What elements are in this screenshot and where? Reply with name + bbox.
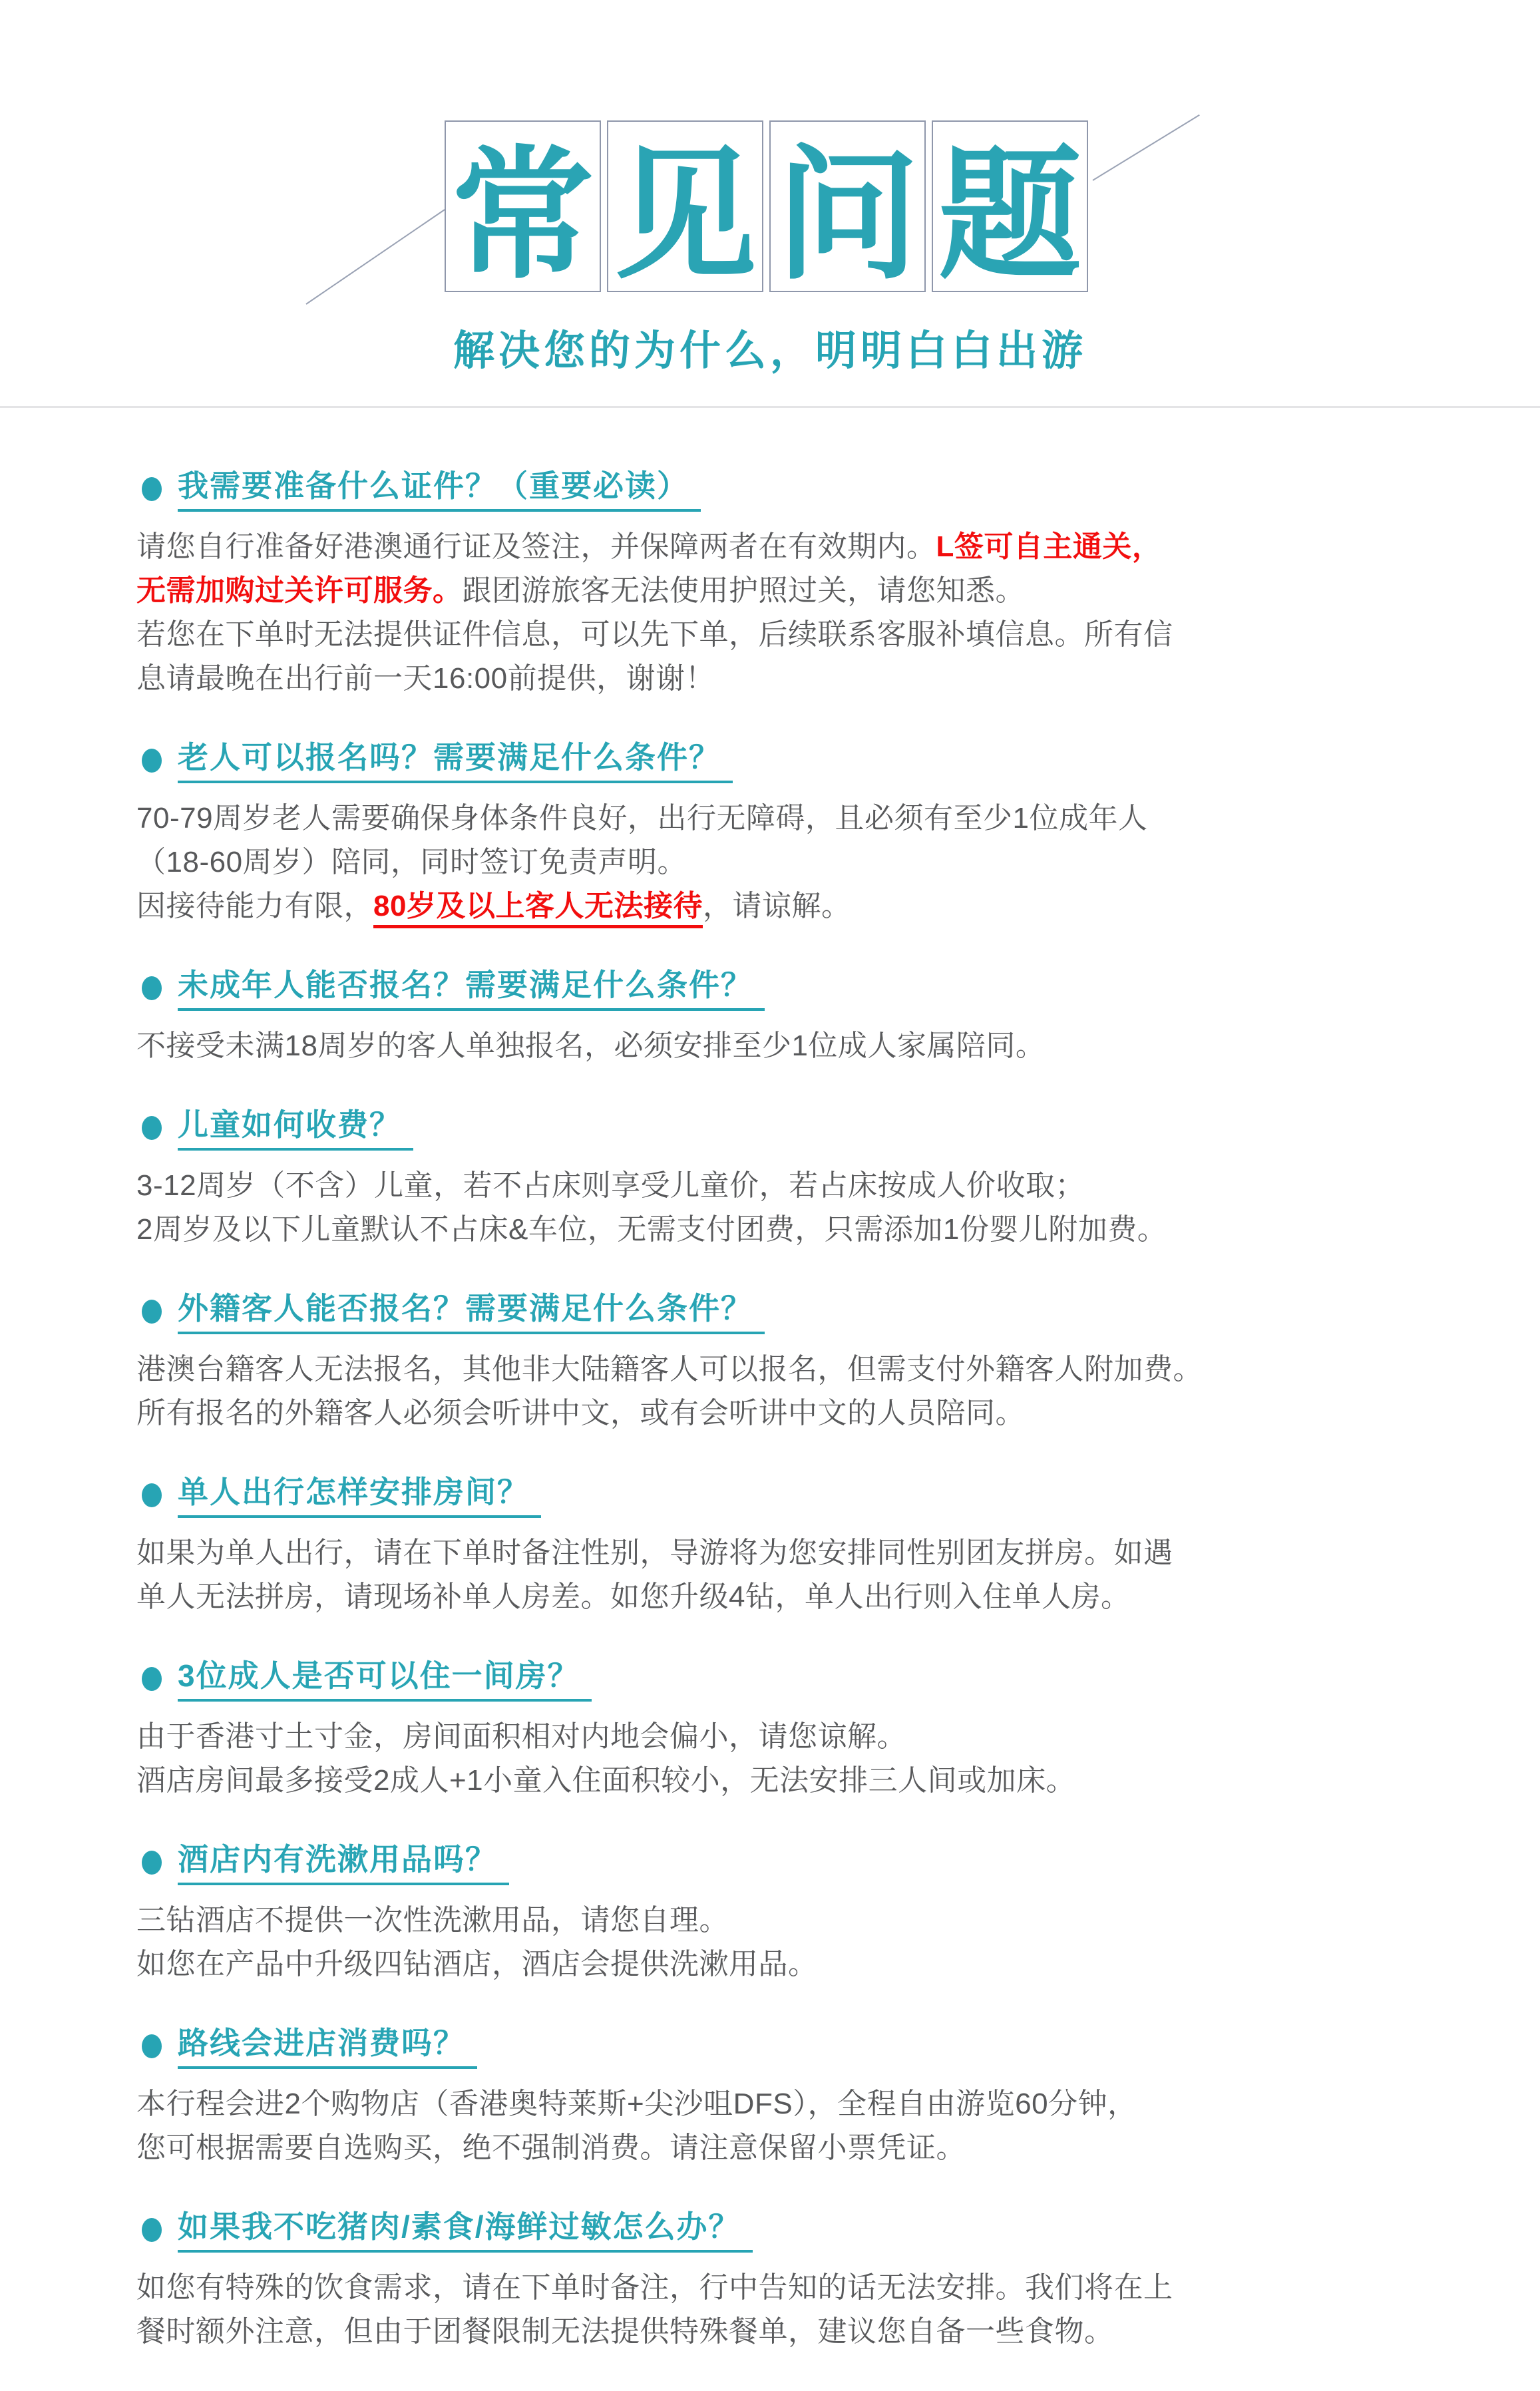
question-row [136,1840,1540,1885]
question-title [178,2024,477,2069]
answer-line [136,525,1540,569]
answer-line [136,2266,1540,2310]
question-row [136,2024,1540,2069]
answer-text: 如您在产品中升级四钻酒店，酒店会提供洗漱用品。 [136,1948,818,1980]
answer-text: 若您在下单时无法提供证件信息，可以先下单，后续联系客服补填信息。所有信 [136,618,1173,651]
answer-text: 息请最晚在出行前一天16:00前提供，谢谢！ [136,662,715,695]
question-title-text: 路线会进店消费吗？ [178,2024,477,2069]
question-title-text: 未成年人能否报名？需要满足什么条件？ [178,966,765,1011]
bullet-icon [142,477,162,501]
answer [136,1164,1540,1252]
answer-line [136,1391,1540,1435]
answer-line [136,2310,1540,2354]
answer-text: 本行程会进2个购物店（香港奥特莱斯+尖沙咀DFS），全程自由游览60分钟， [136,2088,1137,2120]
question-title [178,1105,413,1151]
faq-item [136,1289,1540,1435]
question-title-text: 如果我不吃猪肉/素食/海鲜过敏怎么办？ [178,2207,753,2253]
answer-text: 三钻酒店不提供一次性洗漱用品，请您自理。 [136,1904,729,1936]
bullet-icon [142,1851,162,1875]
question-title-text: 酒店内有洗漱用品吗？ [178,1840,509,1885]
bullet-icon [142,2034,162,2058]
answer [136,1899,1540,1986]
question-row [136,738,1540,783]
answer-text: 请您自行准备好港澳通行证及签注，并保障两者在有效期内。 [136,530,936,563]
question-row [136,466,1540,512]
question-title [178,1473,541,1518]
answer-line [136,1715,1540,1759]
hero-char-box [445,120,601,299]
answer-text: 2周岁及以下儿童默认不占床&车位，无需支付团费，只需添加1份婴儿附加费。 [136,1213,1167,1246]
answer-line [136,1348,1540,1391]
answer [136,2266,1540,2354]
answer-highlight-text: 80岁及以上客人无法接待 [373,889,703,928]
answer-line [136,569,1540,613]
answer-text: 餐时额外注意，但由于团餐限制无法提供特殊餐单，建议您自备一些食物。 [136,2315,1114,2348]
decorative-diagonal-line-right [1092,114,1199,181]
faq-item [136,2207,1540,2354]
page-header [0,0,1540,407]
question-title [178,738,733,783]
question-title [178,1289,765,1334]
answer-line [136,1531,1540,1575]
bullet-icon [142,2218,162,2242]
bullet-icon [142,1483,162,1507]
question-title-text: 3位成人是否可以住一间房？ [178,1656,592,1702]
answer [136,797,1540,928]
faq-item [136,1840,1540,1986]
answer-line [136,1208,1540,1252]
hero-char: 见 [614,130,757,299]
answer [136,1348,1540,1435]
answer-line [136,1759,1540,1803]
question-row [136,1656,1540,1702]
question-row [136,1289,1540,1334]
answer-text: 70-79周岁老人需要确保身体条件良好，出行无障碍，且必须有至少1位成年人 [136,802,1148,834]
answer-text: 跟团游旅客无法使用护照过关，请您知悉。 [462,574,1025,607]
answer-text: 如您有特殊的饮食需求，请在下单时备注，行中告知的话无法安排。我们将在上 [136,2271,1173,2304]
answer-line [136,613,1540,657]
faq-item [136,2024,1540,2170]
question-title [178,1656,592,1702]
answer [136,1024,1540,1068]
hero-title-boxes [445,120,1088,299]
answer-line [136,1899,1540,1942]
bullet-icon [142,1667,162,1691]
faq-item [136,738,1540,928]
answer-line [136,2082,1540,2126]
question-title [178,2207,753,2253]
answer [136,2082,1540,2170]
question-row [136,966,1540,1011]
question-title [178,1840,509,1885]
question-row [136,1105,1540,1151]
answer-line [136,1164,1540,1208]
answer-line [136,2126,1540,2170]
hero-char-box [769,120,926,299]
faq-list [0,408,1540,2391]
hero-char-box [932,120,1088,299]
answer-highlight-text: L签可自主通关， [936,530,1162,563]
answer-text: ，请谅解。 [702,890,851,922]
question-row [136,2207,1540,2253]
question-title-text: 外籍客人能否报名？需要满足什么条件？ [178,1289,765,1334]
question-title [178,466,701,512]
question-title-text: 单人出行怎样安排房间？ [178,1473,541,1518]
answer-line [136,840,1540,884]
hero-char: 问 [776,130,919,299]
answer-text: 单人无法拼房，请现场补单人房差。如您升级4钻，单人出行则入住单人房。 [136,1580,1131,1613]
answer-text: 因接待能力有限， [136,890,373,922]
answer-text: 由于香港寸土寸金，房间面积相对内地会偏小，请您谅解。 [136,1720,906,1753]
answer-text: 您可根据需要自选购买，绝不强制消费。请注意保留小票凭证。 [136,2131,966,2164]
answer [136,525,1540,701]
hero-subtitle: 解决您的为什么，明明白白出游 [453,326,1087,375]
bullet-icon [142,749,162,773]
bullet-icon [142,1116,162,1140]
faq-item [136,466,1540,701]
answer [136,1715,1540,1803]
question-title-text: 老人可以报名吗？需要满足什么条件？ [178,738,733,783]
answer-text: 所有报名的外籍客人必须会听讲中文，或有会听讲中文的人员陪同。 [136,1397,1025,1429]
answer-text: 港澳台籍客人无法报名，其他非大陆籍客人可以报名，但需支付外籍客人附加费。 [136,1353,1203,1385]
hero-char: 常 [451,130,594,299]
question-title [178,966,765,1011]
answer-text: 不接受未满18周岁的客人单独报名，必须安排至少1位成人家属陪同。 [136,1029,1046,1062]
faq-item [136,966,1540,1068]
answer-line [136,1942,1540,1986]
answer-text: （18-60周岁）陪同，同时签订免责声明。 [136,846,687,878]
bullet-icon [142,1300,162,1324]
answer-line [136,1024,1540,1068]
answer-text: 3-12周岁（不含）儿童，若不占床则享受儿童价，若占床按成人价收取； [136,1169,1085,1202]
answer-text: 如果为单人出行，请在下单时备注性别，导游将为您安排同性别团友拼房。如遇 [136,1537,1173,1569]
faq-item [136,1105,1540,1252]
answer-highlight-text: 无需加购过关许可服务。 [136,574,463,607]
faq-item [136,1656,1540,1803]
question-row [136,1473,1540,1518]
answer-line [136,884,1540,928]
answer-line [136,657,1540,701]
bullet-icon [142,976,162,1000]
decorative-diagonal-line-left [305,209,445,305]
answer-line [136,797,1540,840]
question-title-text: 我需要准备什么证件？（重要必读） [178,466,701,512]
hero-char-box [607,120,763,299]
answer [136,1531,1540,1619]
answer-line [136,1575,1540,1619]
faq-item [136,1473,1540,1619]
hero-char: 题 [938,130,1081,299]
answer-text: 酒店房间最多接受2成人+1小童入住面积较小，无法安排三人间或加床。 [136,1764,1076,1797]
question-title-text: 儿童如何收费？ [178,1105,413,1151]
